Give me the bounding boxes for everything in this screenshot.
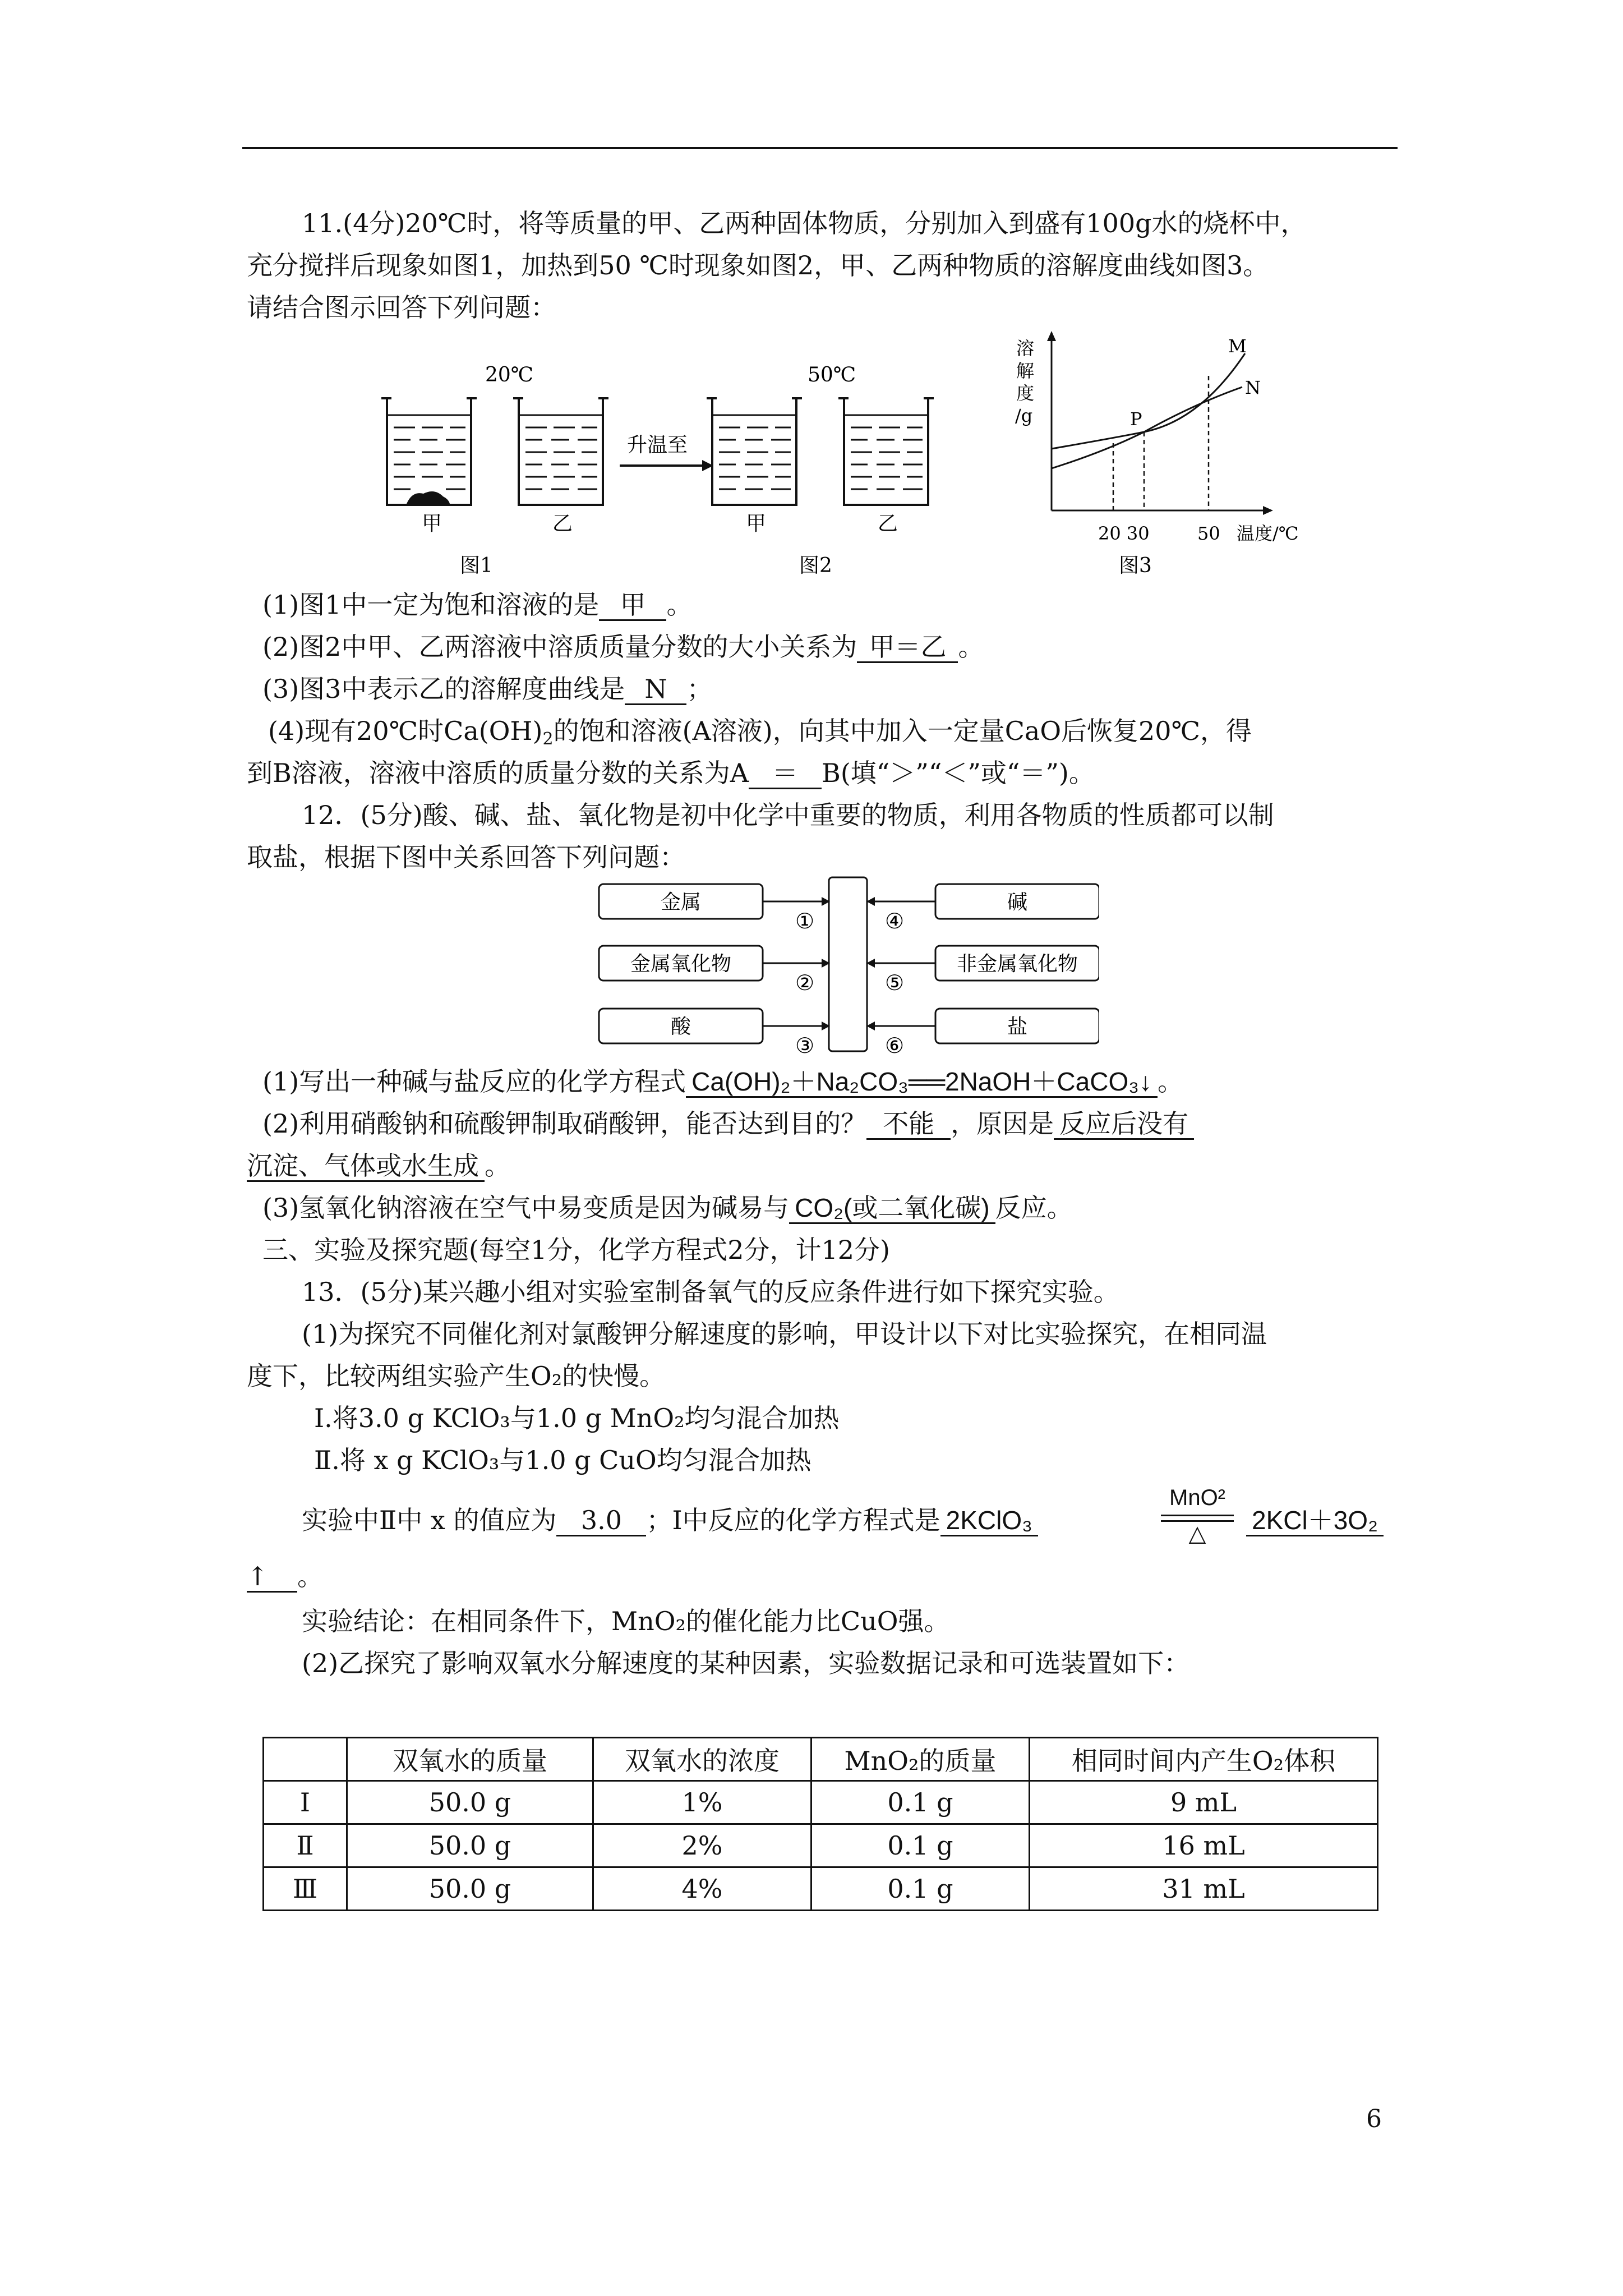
q13-reaction-condition: MnO² △ — [1155, 1485, 1239, 1553]
beaker-yi-fig2 — [838, 398, 934, 505]
table-header: 双氧水的浓度 — [593, 1738, 811, 1781]
q11-sub3: (3)图3中表示乙的溶解度曲线是 N ； — [262, 674, 713, 704]
q12-sub3: (3)氢氧化钠溶液在空气中易变质是因为碱易与 CO₂(或二氧化碳) 反应。 — [262, 1193, 1073, 1223]
q12-sub2-line1: (2)利用硝酸钠和硫酸钾制取硝酸钾，能否达到目的？ 不能 ，原因是 反应后没有 — [262, 1107, 1194, 1140]
q12-line1: 12．(5分)酸、碱、盐、氧化物是初中化学中重要的物质，利用各物质的性质都可以制 — [302, 800, 1274, 830]
fig3-ylabel-4: /g — [1015, 405, 1033, 426]
q13-conclusion: 实验结论：在相同条件下，MnO₂的催化能力比CuO强。 — [302, 1606, 950, 1636]
arrow-text: 升温至 — [627, 434, 688, 457]
fig2-yi: 乙 — [878, 512, 898, 535]
beaker-yi-fig1 — [513, 398, 608, 505]
q13-exp1: Ⅰ.将3.0 g KClO₃与1.0 g MnO₂均匀混合加热 — [314, 1403, 840, 1433]
num-5: ⑤ — [884, 970, 905, 995]
q11-figures — [359, 331, 1424, 583]
fig3-curve-n: N — [1245, 377, 1261, 398]
num-6: ⑥ — [884, 1033, 905, 1058]
q11-ans1: 甲 — [599, 590, 666, 621]
q13-eq-cont: ↑ 。 — [247, 1561, 323, 1591]
fig3-caption: 图3 — [1119, 554, 1152, 577]
table-row: Ⅱ 50.0 g 2% 0.1 g 16 mL — [264, 1824, 1378, 1867]
fig3-ylabel-2: 解 — [1016, 360, 1035, 381]
q13-sub2: (2)乙探究了影响双氧水分解速度的某种因素，实验数据记录和可选装置如下： — [302, 1648, 1190, 1678]
fig1-yi: 乙 — [552, 512, 573, 535]
experiment-table — [262, 1737, 1378, 1911]
q12-ans2b: 反应后没有 — [1054, 1109, 1194, 1140]
q11-sub1: (1)图1中一定为饱和溶液的是 甲 。 — [262, 590, 693, 620]
q11-line1: 11.(4分)20℃时，将等质量的甲、乙两种固体物质，分别加入到盛有100g水的烧杯中， — [302, 208, 1307, 238]
table-row: Ⅲ 50.0 g 4% 0.1 g 31 mL — [264, 1867, 1378, 1911]
beaker-jia-fig2 — [707, 398, 802, 505]
box-metal: 金属 — [660, 891, 702, 914]
box-acid: 酸 — [670, 1015, 691, 1038]
q11-line3: 请结合图示回答下列问题： — [247, 292, 556, 323]
q13-line1: 13．(5分)某兴趣小组对实验室制备氧气的反应条件进行如下探究实验。 — [302, 1277, 1119, 1307]
q12-sub1: (1)写出一种碱与盐反应的化学方程式 Ca(OH)₂＋Na₂CO₃══2NaOH＋CaCO₃↓ 。 — [262, 1066, 1183, 1097]
q12-relation-diagram — [594, 875, 1099, 1060]
table-row: Ⅰ 50.0 g 1% 0.1 g 9 mL — [264, 1781, 1378, 1824]
q13-eq-right: 2KCl＋3O₂ — [1246, 1503, 1384, 1537]
table-header: 相同时间内产生O₂体积 — [1030, 1738, 1378, 1781]
table-header — [264, 1738, 347, 1781]
fig3-ylabel-3: 度 — [1016, 383, 1035, 404]
fig3-point-p: P — [1130, 408, 1142, 430]
section-3-heading: 三、实验及探究题(每空1分，化学方程式2分，计12分) — [262, 1235, 890, 1265]
num-4: ④ — [884, 909, 905, 933]
fig3-curve-m: M — [1228, 335, 1247, 357]
q11-ans2: 甲＝乙 — [857, 632, 958, 663]
q13-eq-left: 2KClO₃ — [940, 1506, 1038, 1536]
q11-sub4-line2: 到B溶液，溶液中溶质的质量分数的关系为A ＝ B(填“＞”“＜”或“＝”)。 — [247, 758, 1095, 788]
num-3: ③ — [795, 1033, 815, 1058]
box-metal-oxide: 金属氧化物 — [630, 953, 732, 976]
q13-x-line: 实验中Ⅱ中 x 的值应为 3.0 ；Ⅰ中反应的化学方程式是 2KClO₃ — [302, 1503, 1038, 1537]
fig3-ylabel-1: 溶 — [1016, 338, 1035, 359]
q12-sub2-line2: 沉淀、气体或水生成 。 — [247, 1151, 510, 1181]
fig2-jia: 甲 — [746, 512, 767, 535]
q12-ans3: CO₂(或二氧化碳) — [789, 1193, 995, 1224]
page-number: 6 — [1366, 2105, 1382, 2133]
fig2-caption: 图2 — [799, 554, 832, 577]
table-header: MnO₂的质量 — [811, 1738, 1030, 1781]
q12-line2: 取盐，根据下图中关系回答下列问题： — [247, 842, 685, 872]
q13-sub1-line2: 度下，比较两组实验产生O₂的快慢。 — [247, 1361, 666, 1391]
q11-ans4: ＝ — [749, 758, 822, 789]
table-header-row — [264, 1738, 1378, 1781]
box-base: 碱 — [1007, 891, 1028, 914]
box-salt: 盐 — [1007, 1015, 1028, 1038]
q11-sub2: (2)图2中甲、乙两溶液中溶质质量分数的大小关系为 甲＝乙 。 — [262, 632, 984, 662]
beaker-jia-fig1 — [381, 398, 477, 505]
fig1-caption: 图1 — [460, 554, 493, 577]
q12-ans1: Ca(OH)₂＋Na₂CO₃══2NaOH＋CaCO₃↓ — [686, 1067, 1158, 1098]
q13-sub1-line1: (1)为探究不同催化剂对氯酸钾分解速度的影响，甲设计以下对比实验探究，在相同温 — [302, 1319, 1267, 1349]
q11-sub4-line1: (4)现有20℃时$Ca(OH)_2$的饱和溶液(A溶液)，向其中加入一定量CaO后恢复20℃，得 — [268, 716, 1252, 749]
q11-line2: 充分搅拌后现象如图1，加热到50 ℃时现象如图2，甲、乙两种物质的溶解度曲线如图3。 — [247, 250, 1269, 280]
fig3-tick-2030: 20 30 — [1098, 523, 1150, 544]
q12-ans2a: 不能 — [866, 1109, 951, 1140]
q13-x-ans: 3.0 — [556, 1506, 646, 1536]
num-2: ② — [795, 970, 815, 995]
fig3-tick-50: 50 — [1197, 523, 1220, 544]
fig1-jia: 甲 — [422, 512, 442, 535]
q11-ans3: N — [625, 674, 686, 705]
header-rule — [242, 147, 1398, 149]
fig2-temp: 50℃ — [808, 364, 856, 386]
box-nonmetal-oxide: 非金属氧化物 — [956, 953, 1078, 976]
q12-ans2c: 沉淀、气体或水生成 — [247, 1151, 485, 1182]
q13-exp2: Ⅱ.将 x g KClO₃与1.0 g CuO均匀混合加热 — [314, 1445, 811, 1475]
num-1: ① — [795, 909, 815, 933]
fig1-temp: 20℃ — [485, 364, 534, 386]
fig3-xlabel: 温度/℃ — [1237, 523, 1299, 544]
fig3-solubility-graph — [1047, 331, 1273, 515]
table-header: 双氧水的质量 — [347, 1738, 593, 1781]
